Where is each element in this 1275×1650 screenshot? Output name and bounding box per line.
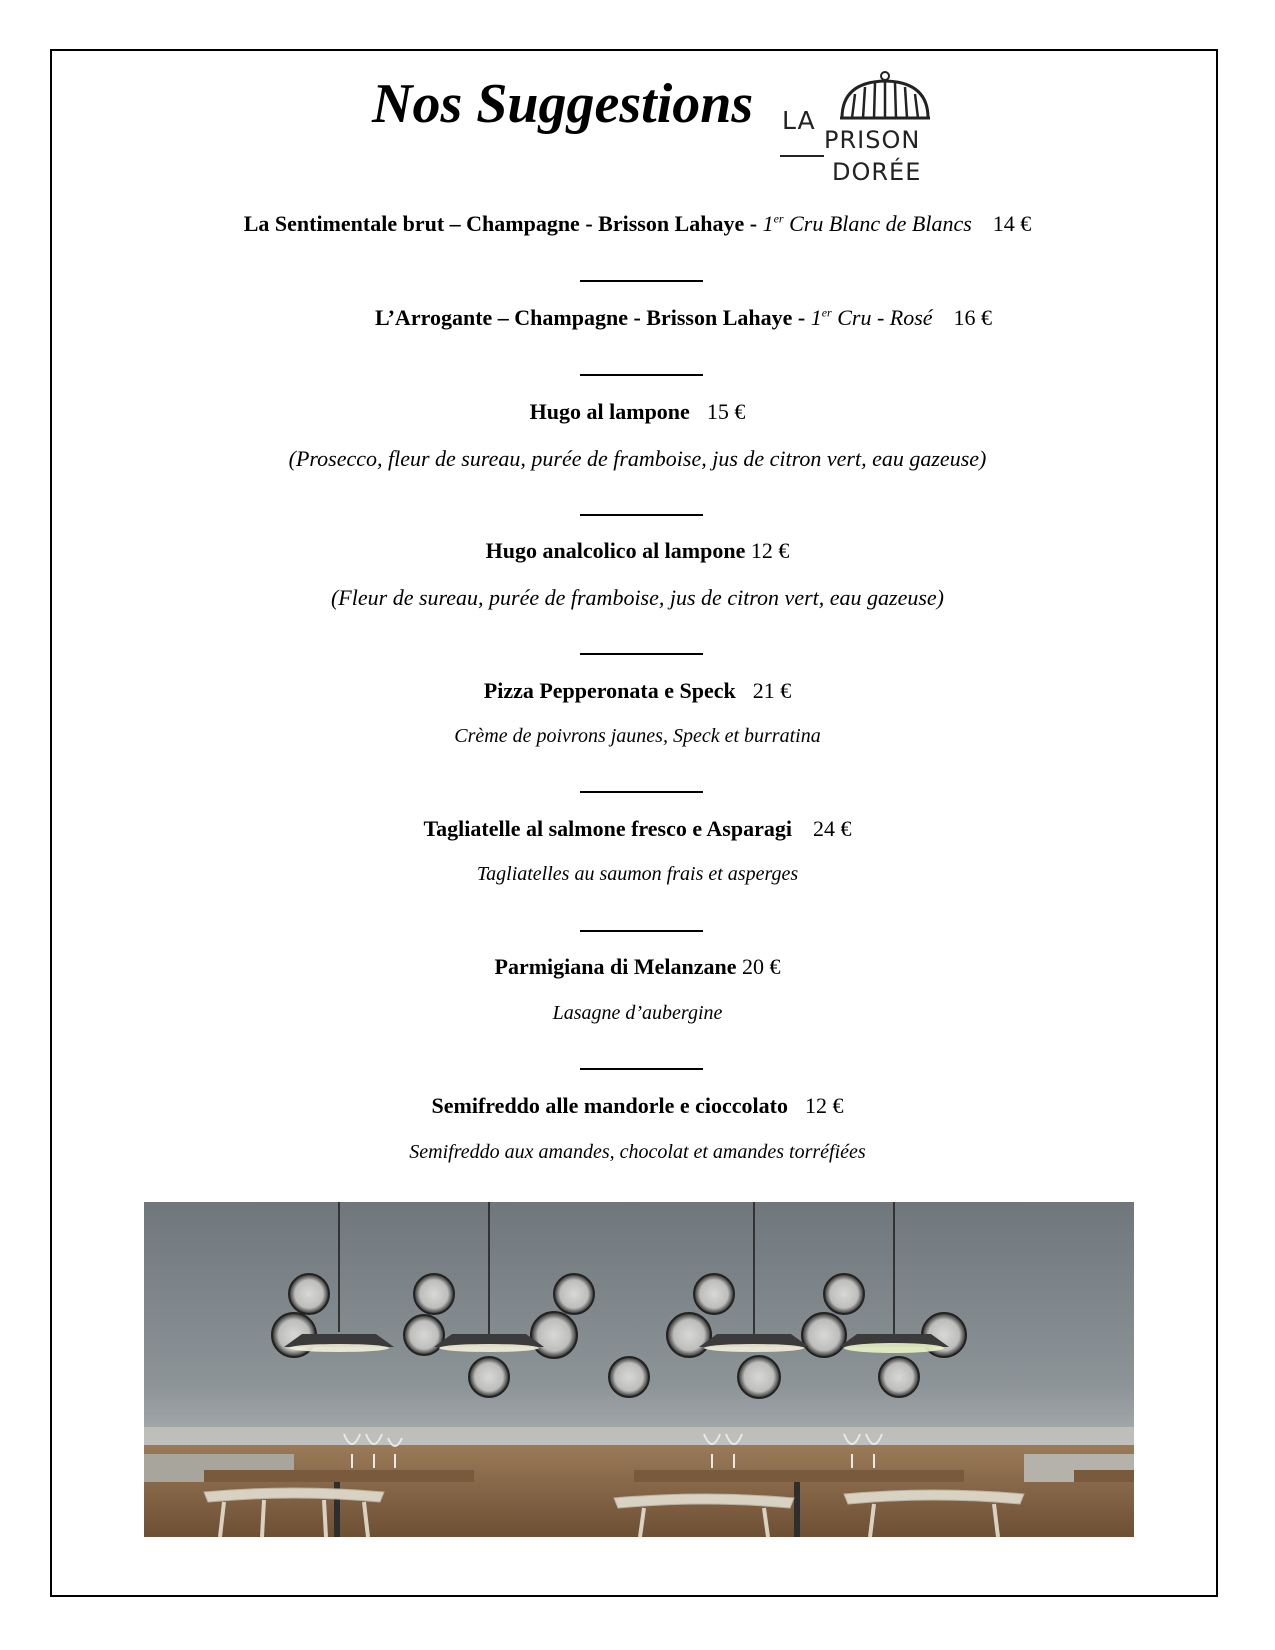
- menu-item-4: [0, 537, 1275, 565]
- separator: [580, 653, 703, 655]
- separator: [580, 514, 703, 516]
- menu-item-3: [0, 398, 1275, 426]
- item-price: 21 €: [752, 678, 792, 703]
- separator: [580, 791, 703, 793]
- item-name: Pizza Pepperonata e Speck: [483, 678, 736, 703]
- header: [0, 70, 1275, 185]
- separator: [580, 1068, 703, 1070]
- item-description: Lasagne d’aubergine: [552, 1002, 723, 1024]
- separator: [580, 930, 703, 932]
- item-price: 20 €: [741, 954, 781, 979]
- item-price: 16 €: [953, 305, 993, 330]
- item-ordinal-sup: er: [821, 305, 832, 320]
- item-description: (Fleur de sureau, purée de framboise, jus de citron vert, eau gazeuse): [330, 585, 944, 610]
- item-detail: Cru - Rosé: [837, 305, 933, 330]
- menu-item-5: [0, 677, 1275, 705]
- item-name: Tagliatelle al salmone fresco e Asparagi: [423, 816, 792, 841]
- logo-text-la: LA: [782, 106, 816, 135]
- item-description: Semifreddo aux amandes, chocolat et amandes torréfiées: [409, 1141, 866, 1163]
- logo-rule: [780, 155, 824, 157]
- menu-item-7: [0, 953, 1275, 981]
- item-description: Tagliatelles au saumon frais et asperges: [476, 863, 799, 885]
- logo-text-doree: DORÉE: [832, 158, 922, 186]
- restaurant-logo: [780, 70, 940, 185]
- item-name: Semifreddo alle mandorle e cioccolato: [431, 1093, 788, 1118]
- item-description: (Prosecco, fleur de sureau, purée de framboise, jus de citron vert, eau gazeuse): [288, 446, 987, 471]
- separator: [580, 374, 703, 376]
- item-ordinal: 1: [762, 211, 774, 236]
- item-detail: Cru Blanc de Blancs: [789, 211, 972, 236]
- item-name: Parmigiana di Melanzane: [494, 954, 737, 979]
- logo-text-prison: PRISON: [824, 126, 921, 154]
- menu-item-2: [46, 304, 1275, 332]
- item-name: L’Arrogante – Champagne - Brisson Lahaye: [374, 305, 793, 330]
- item-price: 24 €: [812, 816, 852, 841]
- separator: [580, 280, 703, 282]
- item-description: Crème de poivrons jaunes, Speck et burratina: [454, 725, 821, 747]
- menu-item-8: [0, 1092, 1275, 1120]
- item-price: 15 €: [706, 399, 746, 424]
- restaurant-interior-photo: [144, 1202, 1134, 1537]
- item-name: Hugo al lampone: [529, 399, 690, 424]
- item-name: La Sentimentale brut – Champagne - Brisson Lahaye: [243, 211, 745, 236]
- page-title: Nos Suggestions: [372, 73, 754, 135]
- item-ordinal: 1: [810, 305, 822, 330]
- menu-item-6: [0, 815, 1275, 843]
- menu-item-1: [0, 210, 1275, 238]
- item-dash: -: [797, 305, 806, 330]
- item-price: 12 €: [804, 1093, 844, 1118]
- item-price: 14 €: [992, 211, 1032, 236]
- item-ordinal-sup: er: [773, 211, 784, 226]
- item-name: Hugo analcolico al lampone: [485, 538, 746, 563]
- item-price: 12 €: [750, 538, 790, 563]
- item-dash: -: [749, 211, 758, 236]
